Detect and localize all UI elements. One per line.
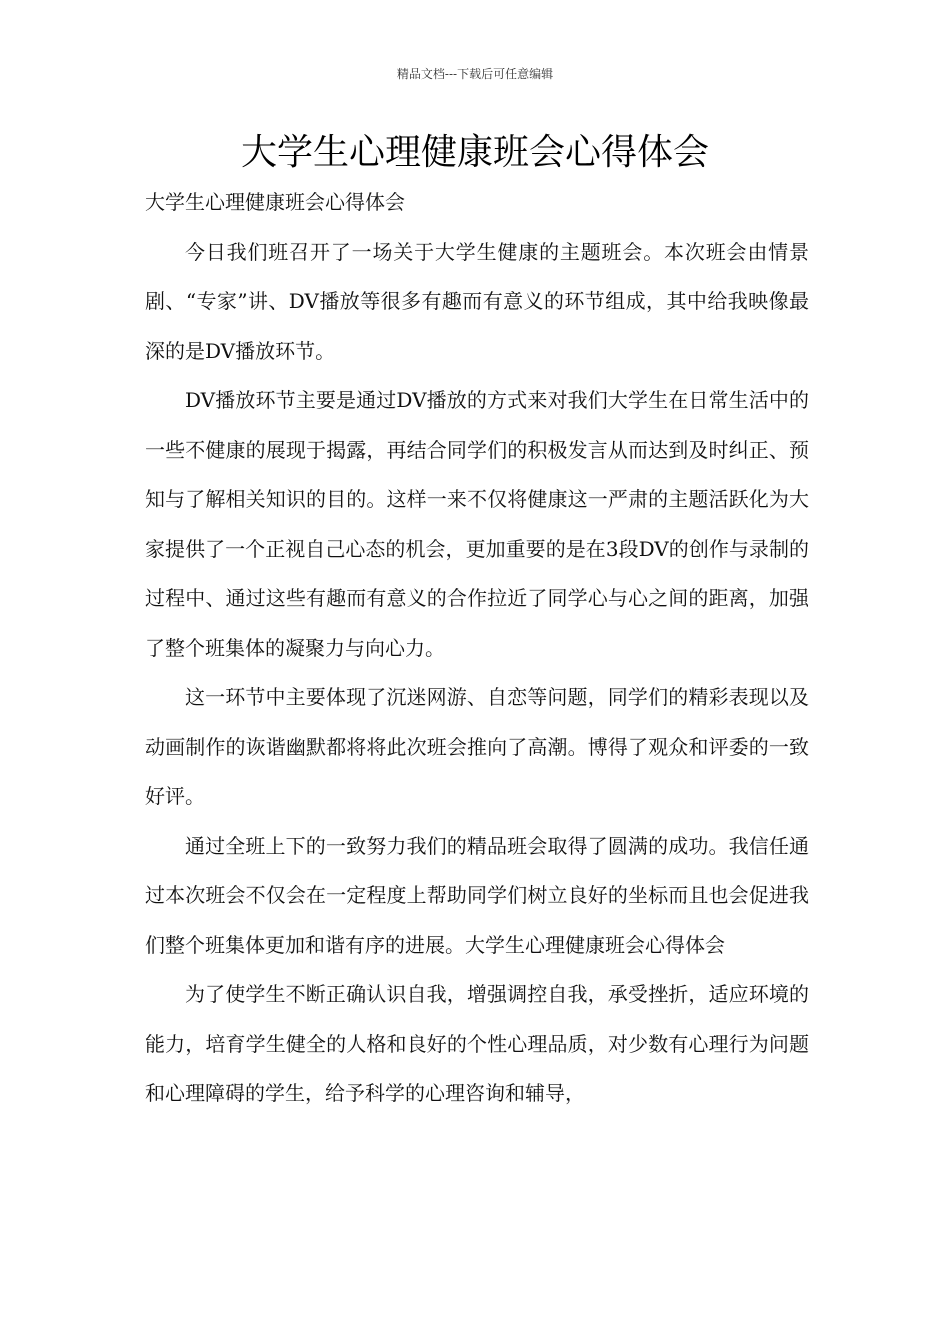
paragraph: 通过全班上下的一致努力我们的精品班会取得了圆满的成功。我信任通过本次班会不仅会在一定程度上帮助同学们树立良好的坐标而且也会促进我们整个班集体更加和谐有序的进展。大学生心理健康班会心得体会 xyxy=(145,833,809,957)
paragraph: 今日我们班召开了一场关于大学生健康的主题班会。本次班会由情景剧、“专家”讲、DV播放等很多有趣而有意义的环节组成，其中给我映像最深的是DV播放环节。 xyxy=(145,239,809,363)
document-title: 大学生心理健康班会心得体会 xyxy=(240,132,709,173)
header-note: 精品文档---下载后可任意编辑 xyxy=(396,67,554,81)
subtitle-paragraph: 大学生心理健康班会心得体会 xyxy=(145,190,405,214)
paragraph: 这一环节中主要体现了沉迷网游、自恋等问题，同学们的精彩表现以及动画制作的诙谐幽默都将将此次班会推向了高潮。博得了观众和评委的一致好评。 xyxy=(145,685,809,808)
document-body xyxy=(145,178,809,1119)
paragraph: 为了使学生不断正确认识自我，增强调控自我，承受挫折，适应环境的能力，培育学生健全的人格和良好的个性心理品质，对少数有心理行为问题和心理障碍的学生，给予科学的心理咨询和辅导， xyxy=(145,982,809,1105)
paragraph: DV播放环节主要是通过DV播放的方式来对我们大学生在日常生活中的一些不健康的展现于揭露，再结合同学们的积极发言从而达到及时纠正、预知与了解相关知识的目的。这样一来不仅将健康这一严肃的主题活跃化为大家提供了一个正视自己心态的机会，更加重要的是在3段DV的创作与录制的过程中、通过这些有趣而有意义的合作拉近了同学心与心之间的距离，加强了整个班集体的凝聚力与向心力。 xyxy=(145,388,809,660)
